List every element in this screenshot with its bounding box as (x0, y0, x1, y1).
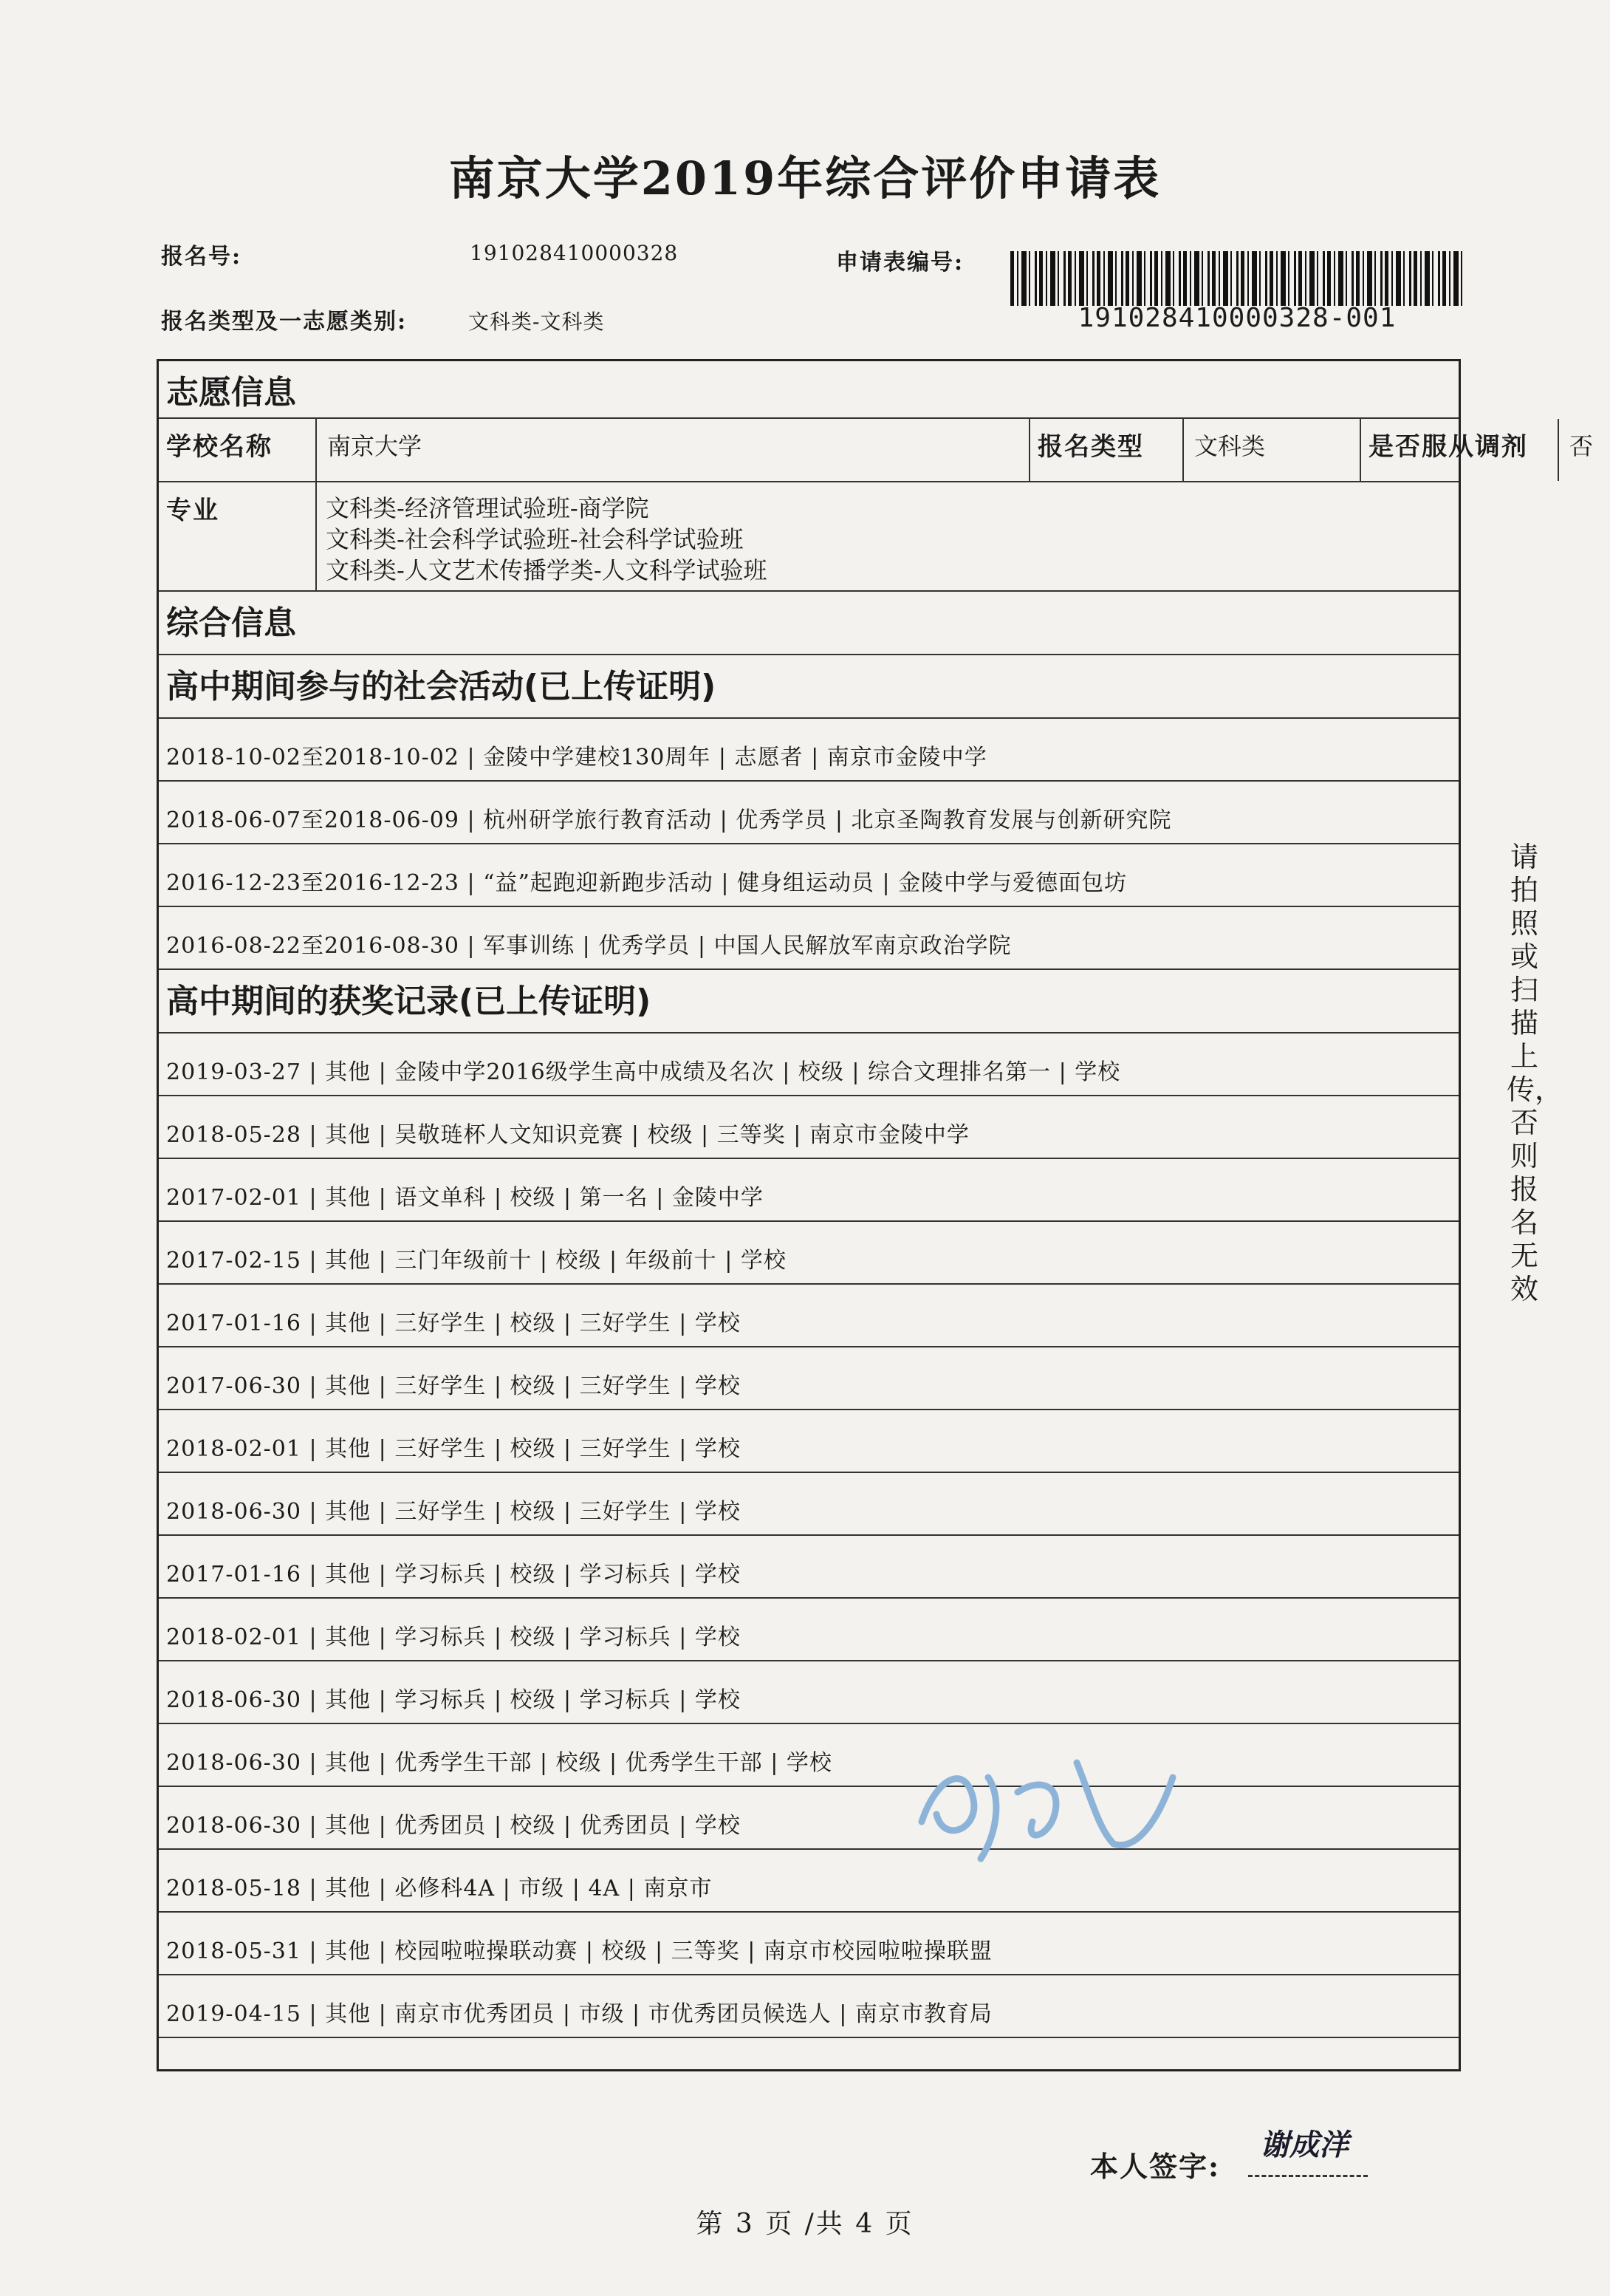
signature-label: 本人签字: (1090, 2150, 1221, 2183)
award-row (159, 1285, 1459, 1347)
comprehensive-section-title: 综合信息 (166, 604, 296, 642)
award-row (159, 1787, 1459, 1850)
award-entry: 2018-06-30 | 其他 | 学习标兵 | 校级 | 学习标兵 | 学校 (166, 1687, 741, 1713)
type-label: 报名类型 (1029, 419, 1182, 481)
award-entry: 2017-01-16 | 其他 | 三好学生 | 校级 | 三好学生 | 学校 (166, 1311, 741, 1336)
award-row (159, 1913, 1459, 1975)
page-number: 第 3 页 /共 4 页 (696, 2209, 914, 2239)
award-row (159, 1599, 1459, 1661)
school-row (159, 419, 1594, 482)
award-row (159, 1159, 1459, 1222)
award-row (159, 1033, 1459, 1096)
award-entry: 2018-06-30 | 其他 | 三好学生 | 校级 | 三好学生 | 学校 (166, 1499, 741, 1525)
handwritten-mark (892, 1733, 1202, 1866)
form-number-label: 申请表编号: (836, 250, 965, 276)
registration-number-label: 报名号: (161, 244, 242, 270)
upload-notice: 请拍照或扫描上传，否则报名无效 (1507, 841, 1563, 1305)
award-row (159, 1222, 1459, 1285)
award-row (159, 1724, 1459, 1787)
adjust-value: 否 (1558, 419, 1569, 481)
award-row (159, 1661, 1459, 1724)
award-entry: 2018-06-30 | 其他 | 优秀团员 | 校级 | 优秀团员 | 学校 (166, 1813, 741, 1839)
activity-row (159, 719, 1459, 782)
activity-entry: 2016-08-22至2016-08-30 | 军事训练 | 优秀学员 | 中国人民解放军南京政治学院 (166, 933, 1012, 959)
school-label: 学校名称 (166, 432, 273, 462)
volunteer-section-title: 志愿信息 (166, 374, 296, 411)
award-entry: 2017-01-16 | 其他 | 学习标兵 | 校级 | 学习标兵 | 学校 (166, 1562, 741, 1588)
registration-number: 191028410000328 (470, 241, 679, 265)
award-entry: 2017-02-01 | 其他 | 语文单科 | 校级 | 第一名 | 金陵中学 (166, 1185, 764, 1211)
award-entry: 2018-02-01 | 其他 | 学习标兵 | 校级 | 学习标兵 | 学校 (166, 1624, 741, 1650)
award-row (159, 1536, 1459, 1599)
category-value: 文科类-文科类 (468, 310, 605, 334)
activities-title: 高中期间参与的社会活动(已上传证明) (166, 668, 716, 705)
award-row (159, 1473, 1459, 1536)
major-list (315, 482, 1459, 590)
award-entry: 2018-05-18 | 其他 | 必修科4A | 市级 | 4A | 南京市 (166, 1876, 713, 1902)
barcode (1010, 251, 1464, 306)
category-label: 报名类型及一志愿类别: (161, 309, 408, 335)
award-entry: 2018-05-31 | 其他 | 校园啦啦操联动赛 | 校级 | 三等奖 | 南京市校园啦啦操联盟 (166, 1938, 993, 1964)
major-row (159, 482, 1459, 592)
award-entry: 2017-02-15 | 其他 | 三门年级前十 | 校级 | 年级前十 | 学校 (166, 1248, 787, 1274)
form-title: 南京大学2019年综合评价申请表 (448, 151, 1162, 205)
activity-entry: 2018-10-02至2018-10-02 | 金陵中学建校130周年 | 志愿者 | 南京市金陵中学 (166, 745, 987, 771)
award-row (159, 1347, 1459, 1410)
signature-value: 谢成洋 (1260, 2128, 1349, 2162)
award-row (159, 1975, 1459, 2038)
awards-header (159, 970, 1459, 1033)
award-row (159, 1850, 1459, 1913)
signature-line (1248, 2175, 1368, 2177)
major-item: 文科类-人文艺术传播学类-人文科学试验班 (326, 556, 767, 584)
award-entry: 2017-06-30 | 其他 | 三好学生 | 校级 | 三好学生 | 学校 (166, 1373, 741, 1399)
award-row (159, 1410, 1459, 1473)
major-label: 专业 (166, 496, 219, 525)
major-item: 文科类-社会科学试验班-社会科学试验班 (326, 525, 744, 553)
activity-row (159, 907, 1459, 970)
activity-row (159, 844, 1459, 907)
award-entry: 2018-02-01 | 其他 | 三好学生 | 校级 | 三好学生 | 学校 (166, 1436, 741, 1462)
barcode-number: 191028410000328-001 (1078, 303, 1397, 333)
activity-entry: 2018-06-07至2018-06-09 | 杭州研学旅行教育活动 | 优秀学员 | 北京圣陶教育发展与创新研究院 (166, 807, 1172, 833)
adjust-label: 是否服从调剂 (1360, 419, 1558, 481)
award-entry: 2018-05-28 | 其他 | 吴敬琏杯人文知识竞赛 | 校级 | 三等奖 | 南京市金陵中学 (166, 1122, 970, 1148)
activity-row (159, 782, 1459, 844)
awards-title: 高中期间的获奖记录(已上传证明) (166, 983, 651, 1020)
comprehensive-section-header (159, 592, 1459, 655)
major-item: 文科类-经济管理试验班-商学院 (326, 494, 649, 522)
activities-header (159, 655, 1459, 719)
award-row (159, 1096, 1459, 1159)
school-value: 南京大学 (315, 419, 1029, 481)
volunteer-section-header (159, 361, 1459, 419)
award-entry: 2018-06-30 | 其他 | 优秀学生干部 | 校级 | 优秀学生干部 | 学校 (166, 1750, 832, 1776)
award-entry: 2019-03-27 | 其他 | 金陵中学2016级学生高中成绩及名次 | 校级 | 综合文理排名第一 | 学校 (166, 1059, 1121, 1085)
activity-entry: 2016-12-23至2016-12-23 | “益”起跑迎新跑步活动 | 健身组运动员 | 金陵中学与爱德面包坊 (166, 870, 1128, 896)
type-value: 文科类 (1182, 419, 1360, 481)
award-entry: 2019-04-15 | 其他 | 南京市优秀团员 | 市级 | 市优秀团员候选人 | 南京市教育局 (166, 2001, 993, 2027)
